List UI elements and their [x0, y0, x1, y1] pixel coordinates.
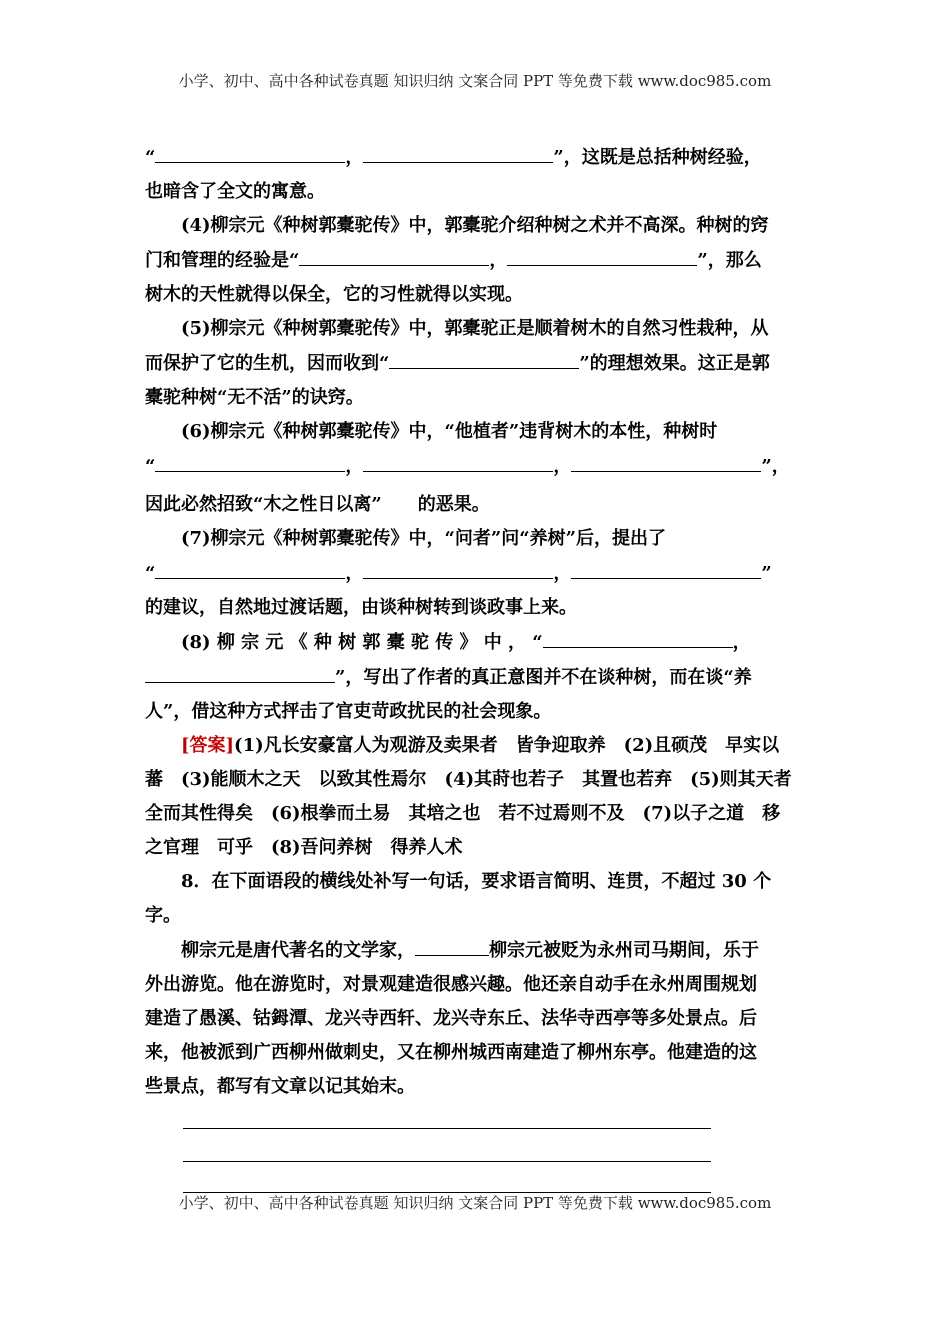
passage-line3: 建造了愚溪、钴鉧潭、龙兴寺西轩、龙兴寺东丘、法华寺西亭等多处景点。后 — [145, 1008, 757, 1029]
blank[interactable] — [363, 556, 553, 579]
blank[interactable] — [299, 243, 489, 266]
passage-line2: 外出游览。他在游览时，对景观建造很感兴趣。他还亲自动手在永州周围规划 — [145, 974, 757, 995]
q5-line2: 而保护了它的生机，因而收到“ ”的理想效果。这正是郭 — [145, 346, 810, 381]
passage-line1: 柳宗元是唐代著名的文学家， 柳宗元被贬为永州司马期间，乐于 — [145, 933, 810, 968]
blank[interactable] — [155, 449, 345, 472]
answer-tag: [答案] — [181, 735, 235, 756]
blank[interactable] — [389, 346, 579, 369]
passage-line5: 些景点，都写有文章以记其始末。 — [145, 1076, 415, 1097]
blank[interactable] — [415, 933, 489, 956]
page-footer: 小学、初中、高中各种试卷真题 知识归纳 文案合同 PPT 等免费下载 www.doc985.com — [178, 1194, 772, 1212]
passage-line4: 来，他被派到广西柳州做刺史，又在柳州城西南建造了柳州东亭。他建造的这 — [145, 1042, 757, 1063]
page-header: 小学、初中、高中各种试卷真题 知识归纳 文案合同 PPT 等免费下载 www.doc985.com — [178, 72, 772, 90]
q4-line2: 门和管理的经验是“ ， ”，那么 — [145, 243, 810, 278]
blank[interactable] — [155, 140, 345, 163]
q5-line1: (5)柳宗元《种树郭橐驼传》中，郭橐驼正是顺着树木的自然习性栽种，从 — [181, 318, 769, 339]
q7-line2: “ ， ， ” — [145, 556, 810, 591]
answer-line4: 之官理 可乎 (8)吾问养树 得养人术 — [145, 837, 463, 858]
q3-line1: “ ， ”，这既是总括种树经验， — [145, 140, 810, 175]
q4-line3: 树木的天性就得以保全，它的习性就得以实现。 — [145, 284, 523, 305]
blank[interactable] — [507, 243, 697, 266]
answer-line3: 全而其性得矣 (6)根拳而土易 其培之也 若不过焉则不及 (7)以子之道 移 — [145, 803, 781, 824]
blank[interactable] — [363, 140, 553, 163]
q7-line1: (7)柳宗元《种树郭橐驼传》中，“问者”问“养树”后，提出了 — [181, 528, 666, 549]
q6-line2: “ ， ， ”， — [145, 449, 810, 484]
q8-line2: ”，写出了作者的真正意图并不在谈种树，而在谈“养 — [145, 660, 810, 695]
blank[interactable] — [543, 625, 733, 648]
answer-line1: [答案](1)凡长安豪富人为观游及卖果者 皆争迎取养 (2)且硕茂 早实以 — [181, 735, 780, 756]
blank[interactable] — [363, 449, 553, 472]
answer-line2: 蕃 (3)能顺木之天 以致其性焉尔 (4)其莳也若子 其置也若弃 (5)则其天者 — [145, 769, 792, 790]
q7-line3: 的建议，自然地过渡话题，由谈种树转到谈政事上来。 — [145, 597, 577, 618]
blank[interactable] — [571, 449, 761, 472]
q4-line1: (4)柳宗元《种树郭橐驼传》中，郭橐驼介绍种树之术并不高深。种树的窍 — [181, 215, 769, 236]
q3-line2: 也暗含了全文的寓意。 — [145, 181, 325, 202]
q5-line3: 橐驼种树“无不活”的诀窍。 — [145, 387, 364, 408]
q6-line1: (6)柳宗元《种树郭橐驼传》中，“他植者”违背树木的本性，种树时 — [181, 421, 718, 442]
document-body — [145, 140, 810, 1193]
q8-line3: 人”，借这种方式抨击了官吏苛政扰民的社会现象。 — [145, 701, 552, 722]
question8-line1: 8．在下面语段的横线处补写一句话，要求语言简明、连贯，不超过 30 个 — [181, 871, 772, 892]
blank[interactable] — [145, 660, 335, 683]
question8-line2: 字。 — [145, 905, 181, 926]
q8-line1: (8) 柳 宗 元 《 种 树 郭 橐 驼 传 》 中 ， “ ， — [145, 625, 810, 660]
blank[interactable] — [155, 556, 345, 579]
blank[interactable] — [571, 556, 761, 579]
q6-line3: 因此必然招致“木之性日以离” 的恶果。 — [145, 494, 490, 515]
